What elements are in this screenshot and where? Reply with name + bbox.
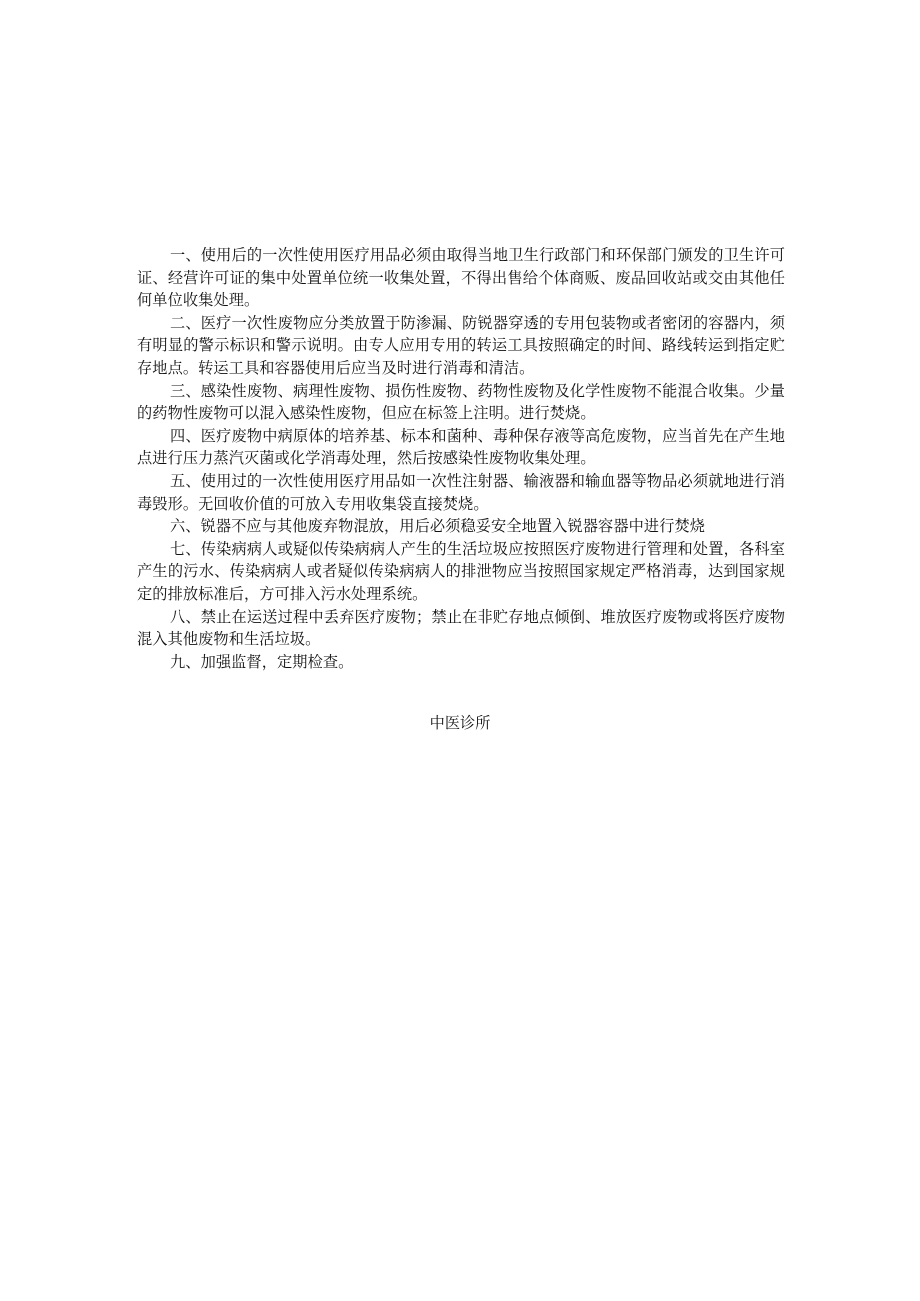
paragraph-8: 八、禁止在运送过程中丢弃医疗废物；禁止在非贮存地点倾倒、堆放医疗废物或将医疗废物混入其他废物和生活垃圾。 xyxy=(137,607,785,649)
paragraph-4: 四、医疗废物中病原体的培养基、标本和菌种、毒种保存液等高危废物，应当首先在产生地点进行压力蒸汽灭菌或化学消毒处理，然后按感染性废物收集处理。 xyxy=(137,426,785,468)
clinic-signature: 中医诊所 xyxy=(429,714,491,732)
paragraph-5: 五、使用过的一次性使用医疗用品如一次性注射器、输液器和输血器等物品必须就地进行消毒毁形。无回收价值的可放入专用收集袋直接焚烧。 xyxy=(137,471,785,513)
paragraph-9: 九、加强监督，定期检查。 xyxy=(170,652,354,671)
paragraph-3: 三、感染性废物、病理性废物、损伤性废物、药物性废物及化学性废物不能混合收集。少量的药物性废物可以混入感染性废物，但应在标签上注明。进行焚烧。 xyxy=(137,381,785,423)
paragraph-6: 六、锐器不应与其他废弃物混放，用后必须稳妥安全地置入锐器容器中进行焚烧 xyxy=(170,517,706,536)
paragraph-1: 一、使用后的一次性使用医疗用品必须由取得当地卫生行政部门和环保部门颁发的卫生许可证、经营许可证的集中处置单位统一收集处置，不得出售给个体商贩、废品回收站或交由其他任何单位收集处理。 xyxy=(137,246,785,310)
regulation-body xyxy=(137,244,785,673)
paragraph-2: 二、医疗一次性废物应分类放置于防渗漏、防锐器穿透的专用包装物或者密闭的容器内，须有明显的警示标识和警示说明。由专人应用专用的转运工具按照确定的时间、路线转运到指定贮存地点。转运工具和容器使用后应当及时进行消毒和清洁。 xyxy=(137,313,785,377)
paragraph-7: 七、传染病病人或疑似传染病病人产生的生活垃圾应按照医疗废物进行管理和处置，各科室产生的污水、传染病病人或者疑似传染病病人的排泄物应当按照国家规定严格消毒，达到国家规定的排放标准后，方可排入污水处理系统。 xyxy=(137,539,785,603)
